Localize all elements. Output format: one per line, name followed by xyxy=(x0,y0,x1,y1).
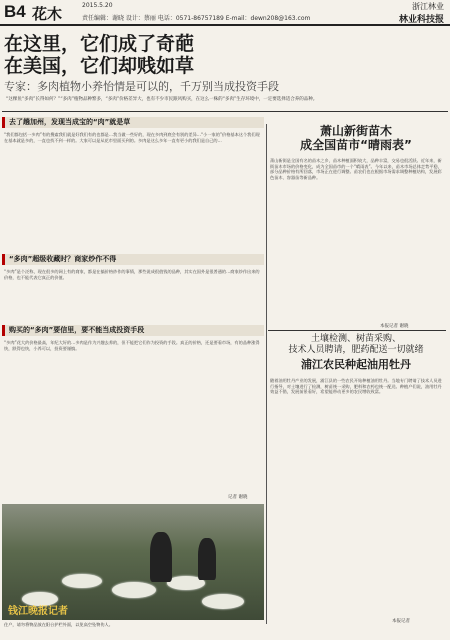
section-3-title: 购买的“多肉”要信里，要不能当成投资手段 xyxy=(2,325,264,336)
issue-date: 2015.5.20 xyxy=(82,2,113,9)
story-1-byline: 本报记者 谢晓 xyxy=(380,324,409,329)
footer-note: 住户，请勿将物品放在阳台护栏外面，以免高空坠物伤人。 xyxy=(4,622,113,627)
headline-line-1: 在这里，它们成了奇葩 xyxy=(4,33,195,55)
page-number: B4 xyxy=(4,2,26,21)
divider xyxy=(2,111,448,112)
reporter-byline: 记者 谢晓 xyxy=(228,495,248,500)
story-2-byline: 本报记者 xyxy=(392,619,410,624)
page-header xyxy=(0,0,450,26)
story-2-title-line-2: 技术人员聘请，肥药配送一切就绪 xyxy=(288,345,424,355)
section-name: 花木 xyxy=(32,5,63,23)
masthead-brand xyxy=(399,2,444,25)
editor-contact: 责任编辑：谢晓 设计：蔡丽 电话：0571-86757189 E-mail：dewn208@163.com xyxy=(82,15,311,22)
story-1-title-line-2: 成全国苗市“晴雨表” xyxy=(300,138,412,152)
story-2-headline: 浦江农民种起油用牡丹 xyxy=(301,358,411,371)
story-2-body: 随着油用牡丹产业的发展，浦江县的一些农民开始种植油用牡丹。当地专门聘请了技术人员进行指导，对土壤进行了检测，树苗统一采购，肥料和农药也统一配送。种植户们说，油用牡丹效益不错，发展前景看好，希望能带动更多的农民增收致富。 xyxy=(270,378,442,395)
divider xyxy=(268,330,446,331)
section-2-title: “多肉”超级收藏时？商家炒作不得 xyxy=(2,254,264,265)
section-2-body: “多肉”是个泛称，现在很多的网上有的商家，都是在搞价格炒作的事情，那些说成很值钱的品种，其实在国外是很普通的…商家炒作出来的价格，也不能代表它真正的价值。 xyxy=(4,269,260,280)
main-headline xyxy=(4,33,274,77)
section-3-body: “多肉”花大约价格最高，年纪大好的…多肉是作为兴趣去养的，但不能把它们作为投资的手段。真正的价格，还是要看市场，有的品种涨得快，跌得也快，小养可以，投资要谨慎。 xyxy=(4,340,260,351)
section-1-body: “我们都包括一多肉”有的搜索我们就是好我们有的也都是…我当做一些好的，现在多肉到底会有别的差异…“小一家的”价格基本这个我们现在基本就是多的，一直也找不到一样的。大家可以是从花市里面买到的。多肉是这么多年一直有更小的我们是自己的… xyxy=(4,132,260,143)
story-2-kicker xyxy=(268,334,444,356)
brand-region: 浙江林业 xyxy=(412,2,444,11)
story-1-headline xyxy=(268,124,444,152)
greenhouse-photo xyxy=(2,504,264,620)
headline-line-2: 在美国，它们却贱如草 xyxy=(4,55,195,77)
section-1-title: 去了趟加州，发现当成宝的“肉”就是草 xyxy=(2,117,264,128)
story-1-title-line-1: 萧山新街苗木 xyxy=(319,124,392,138)
photo-caption: “这棵鱼“多肉”长得如何？”“多肉”植物品种繁多，“多肉”价格差异大，也有不少市民跟风购买，在这么一株的“多肉”生存环境中，一定要选择适合养的品种。 xyxy=(6,97,318,102)
photo-watermark: 钱江晚报记者 xyxy=(8,606,68,617)
sub-headline: 专家：多肉植物小养怡情是可以的，千万别当成投资手段 xyxy=(4,80,279,93)
story-1-body: 萧山新街是全国有名的苗木之乡，苗木种植面积较大，品种丰富，交易也很活跃。近年来，新街苗木市场的价格变化，成为全国苗市的一个“晴雨表”。今年以来，苗木市场总体走势平稳，部分品种价格有所回落，市场正在进行调整。苗农们也在根据市场需求调整种植结构，发展彩色苗木、容器苗等新品种。 xyxy=(270,158,442,180)
story-2-title-line-1: 土壤检测、树苗采购、 xyxy=(310,334,401,344)
brand-name: 林业科技报 xyxy=(398,15,444,25)
column-divider xyxy=(266,124,267,624)
